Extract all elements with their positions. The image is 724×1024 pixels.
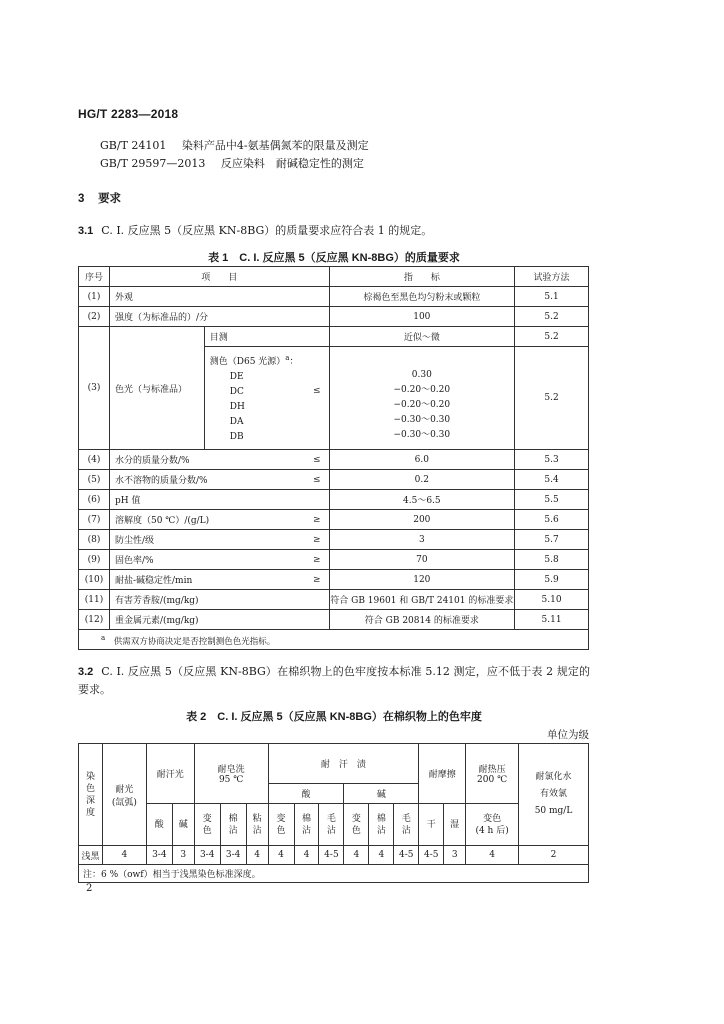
- table-row: [79, 570, 589, 590]
- row-method: 5.1: [515, 287, 589, 307]
- row-item: 耐盐-碱稳定性/min: [114, 576, 193, 586]
- row-item: 固色率/%: [114, 556, 154, 566]
- row-method: 5.9: [515, 570, 589, 590]
- row-no: (12): [79, 610, 110, 630]
- visual-spec: 近似～微: [329, 327, 515, 347]
- header-alkali: 碱: [344, 784, 419, 804]
- row-method: 5.6: [515, 510, 589, 530]
- footnote-mark: a: [285, 354, 290, 362]
- table-row: [79, 610, 589, 630]
- table-row: [79, 550, 589, 570]
- instrument-value: −0.20～0.20: [393, 384, 451, 395]
- row-value: 4-5: [419, 846, 444, 865]
- row-no: (1): [79, 287, 110, 307]
- row-spec: 6.0: [329, 450, 515, 470]
- table-2: [78, 743, 589, 883]
- paragraph-3-2: [78, 663, 590, 699]
- header-change-label: 变色: [202, 813, 212, 836]
- row-value: 4: [268, 846, 294, 865]
- table-row: [79, 510, 589, 530]
- table1-footnote-row: [79, 630, 589, 650]
- header-method: 试验方法: [515, 267, 589, 287]
- row-item-cell: [109, 550, 329, 570]
- table2-header-row-1: [79, 744, 589, 784]
- instrument-item: DE: [229, 372, 244, 382]
- row-spec: 3: [329, 530, 515, 550]
- row-method: 5.11: [515, 610, 589, 630]
- reference-code: GB/T 29597—2013: [100, 157, 206, 170]
- row-spec: 120: [329, 570, 515, 590]
- table-row: [79, 470, 589, 490]
- row-no: (7): [79, 510, 110, 530]
- paragraph-text: C. I. 反应黑 5（反应黑 KN-8BG）的质量要求应符合表 1 的规定。: [101, 224, 433, 237]
- table1-caption: 表 1 C. I. 反应黑 5（反应黑 KN-8BG）的质量要求: [208, 252, 460, 264]
- row-item-cell: [109, 530, 329, 550]
- table2-note: 注：6 %（owf）相当于浅黑染色标准深度。: [79, 865, 589, 883]
- header-heat-change-label: 变色: [483, 813, 502, 824]
- row-method: 5.3: [515, 450, 589, 470]
- table2-unit: 单位为级: [547, 729, 589, 741]
- row-no: (5): [79, 470, 110, 490]
- instrument-value: 0.30: [411, 369, 432, 380]
- operator-symbol: ≥: [312, 554, 321, 565]
- row-value: 4: [102, 846, 146, 865]
- row-spec: 符合 GB 20814 的标准要求: [329, 610, 515, 630]
- visual-method: 5.2: [515, 327, 589, 347]
- header-heat-temp: 200 ℃: [477, 775, 508, 785]
- row-spec: 符合 GB 19601 和 GB/T 24101 的标准要求: [329, 590, 515, 610]
- row-value: 2: [519, 846, 589, 865]
- row-value: 3-4: [194, 846, 220, 865]
- reference-1: [100, 137, 369, 153]
- row-value: 4: [466, 846, 519, 865]
- footnote-mark: a: [101, 632, 106, 642]
- header-chlorine-label: 耐氯化水: [535, 772, 572, 782]
- header-cotton-label: 棉沾: [228, 813, 238, 836]
- table1-footnote: [79, 630, 589, 650]
- header-chlorine: [519, 744, 589, 846]
- header-change: [344, 804, 369, 846]
- section-number: 3: [78, 193, 85, 205]
- row-no: (6): [79, 490, 110, 510]
- table-row: [79, 590, 589, 610]
- header-light: [102, 744, 146, 846]
- row-item: 强度（为标准品的）/分: [109, 307, 329, 327]
- header-heat-change-sub: (4 h 后): [475, 825, 509, 836]
- header-wool-label: 毛沾: [326, 813, 336, 836]
- header-acid-sub: 酸: [146, 804, 172, 846]
- row-method: 5.5: [515, 490, 589, 510]
- row-spec: 100: [329, 307, 515, 327]
- row-no: (8): [79, 530, 110, 550]
- instrument-item: DB: [229, 432, 244, 442]
- row-spec: 200: [329, 510, 515, 530]
- header-alkali-sub: 碱: [172, 804, 194, 846]
- table-row: [79, 307, 589, 327]
- instrument-values: [329, 347, 515, 450]
- table-row: [79, 846, 589, 865]
- row-value: 4: [294, 846, 319, 865]
- header-item: 项 目: [109, 267, 329, 287]
- row-item-cell: [109, 490, 329, 510]
- row-method: 5.2: [515, 307, 589, 327]
- row-method: 5.10: [515, 590, 589, 610]
- row-item: 溶解度（50 ℃）/(g/L): [114, 516, 210, 526]
- header-chlorine-sub: 有效氯: [540, 789, 568, 799]
- row-value: 4-5: [319, 846, 344, 865]
- paragraph-number: 3.1: [78, 225, 94, 237]
- reference-code: GB/T 24101: [100, 139, 167, 152]
- row-value: 3-4: [220, 846, 246, 865]
- visual-label: 目测: [204, 327, 329, 347]
- row-no: (2): [79, 307, 110, 327]
- row-value: 4: [246, 846, 268, 865]
- operator-symbol: ≥: [312, 534, 321, 545]
- row-item: 外观: [109, 287, 329, 307]
- row-value: 3-4: [146, 846, 172, 865]
- header-heat-change: [466, 804, 519, 846]
- row-spec: 0.2: [329, 470, 515, 490]
- table-row-shade-visual: [79, 327, 589, 347]
- row-item-cell: [109, 450, 329, 470]
- table2-header-row-3: [79, 804, 589, 846]
- header-no: 序号: [79, 267, 110, 287]
- row-value: 4-5: [394, 846, 419, 865]
- header-perspiration: 耐 汗 渍: [268, 744, 419, 784]
- row-item-cell: [109, 510, 329, 530]
- header-silk: [246, 804, 268, 846]
- header-wool: [394, 804, 419, 846]
- header-change: [268, 804, 294, 846]
- paragraph-3-1: [78, 222, 590, 240]
- reference-title: 反应染料 耐碱稳定性的测定: [220, 157, 364, 170]
- instrument-value: −0.30～0.30: [393, 429, 451, 440]
- header-cotton-label: 棉沾: [301, 813, 311, 836]
- reference-2: [100, 155, 364, 171]
- header-light-label: 耐光: [115, 784, 134, 795]
- row-no: (3): [79, 327, 110, 450]
- table-row: [79, 450, 589, 470]
- table-row: [79, 530, 589, 550]
- footnote-text: 供需双方协商决定是否控制测色色光指标。: [113, 636, 276, 647]
- table-row: [79, 490, 589, 510]
- row-item: 有害芳香胺/(mg/kg): [109, 590, 329, 610]
- row-value: 4: [369, 846, 394, 865]
- table-1: [78, 266, 589, 650]
- instrument-label: 测色（D65 光源）: [209, 357, 286, 367]
- header-soap: [194, 744, 268, 804]
- header-light-sub: (氙弧): [111, 797, 137, 808]
- header-dry: 干: [419, 804, 444, 846]
- header-soap-temp: 95 ℃: [218, 775, 244, 785]
- row-no: (9): [79, 550, 110, 570]
- row-depth: 浅黑: [79, 846, 103, 865]
- row-item: 重金属元素/(mg/kg): [109, 610, 329, 630]
- header-soap-label: 耐皂洗: [217, 765, 245, 775]
- row-spec: 4.5～6.5: [329, 490, 515, 510]
- row-item: 色光（与标准品）: [109, 327, 204, 450]
- document-header: HG/T 2283—2018: [78, 107, 179, 121]
- row-value: 3: [444, 846, 466, 865]
- row-no: (4): [79, 450, 110, 470]
- row-item: 水分的质量分数/%: [114, 456, 190, 466]
- header-silk-label: 粘沾: [252, 813, 262, 836]
- row-method: 5.8: [515, 550, 589, 570]
- header-heat-label: 耐热压: [478, 765, 506, 775]
- section-3-heading: [78, 190, 131, 206]
- header-change-label: 变色: [351, 813, 361, 836]
- row-item-cell: [109, 470, 329, 490]
- row-spec: 棕褐色至黑色均匀粉末或颗粒: [329, 287, 515, 307]
- table2-caption: 表 2 C. I. 反应黑 5（反应黑 KN-8BG）在棉织物上的色牢度: [186, 711, 482, 723]
- row-no: (11): [79, 590, 110, 610]
- row-no: (10): [79, 570, 110, 590]
- header-depth: [79, 744, 103, 846]
- header-cotton: [369, 804, 394, 846]
- header-chlorine-conc: 50 mg/L: [534, 806, 573, 816]
- operator-symbol: ≤: [312, 386, 321, 396]
- header-wool-label: 毛沾: [401, 813, 411, 836]
- paragraph-number: 3.2: [78, 666, 94, 678]
- row-item-cell: [109, 570, 329, 590]
- table2-note-row: [79, 865, 589, 883]
- instrument-method: 5.2: [515, 347, 589, 450]
- operator-symbol: ≤: [312, 474, 321, 485]
- instrument-value: −0.30～0.30: [393, 414, 451, 425]
- instrument-item: DH: [229, 402, 245, 412]
- header-heat: [466, 744, 519, 804]
- operator-symbol: ≥: [312, 574, 321, 585]
- header-spec: 指 标: [329, 267, 515, 287]
- row-spec: 70: [329, 550, 515, 570]
- header-light-perspiration: 耐汗光: [146, 744, 194, 804]
- row-method: 5.7: [515, 530, 589, 550]
- header-cotton: [294, 804, 319, 846]
- table-row: [79, 287, 589, 307]
- instrument-item: DA: [229, 417, 244, 427]
- instrument-cell: 测色（D65 光源）$^a$： DE DC DH DA DB ≤: [204, 347, 329, 450]
- header-cotton: [220, 804, 246, 846]
- header-change-label: 变色: [276, 813, 286, 836]
- header-wool: [319, 804, 344, 846]
- row-method: 5.4: [515, 470, 589, 490]
- paragraph-text: C. I. 反应黑 5（反应黑 KN-8BG）在棉织物上的色牢度按本标准 5.12 测定，应不低于表 2 规定的要求。: [78, 665, 590, 696]
- header-rubbing: 耐摩擦: [419, 744, 466, 804]
- operator-symbol: ≥: [312, 514, 321, 525]
- instrument-item: DC: [229, 387, 244, 397]
- table1-header-row: [79, 267, 589, 287]
- row-value: 3: [172, 846, 194, 865]
- section-title: 要求: [98, 193, 122, 205]
- row-item: 水不溶物的质量分数/%: [114, 476, 208, 486]
- header-cotton-label: 棉沾: [376, 813, 386, 836]
- header-change: [194, 804, 220, 846]
- reference-title: 染料产品中4-氨基偶氮苯的限量及测定: [181, 139, 369, 152]
- operator-symbol: ≤: [312, 454, 321, 465]
- row-value: 4: [344, 846, 369, 865]
- row-item: pH 值: [114, 496, 141, 506]
- instrument-value: −0.20～0.20: [393, 399, 451, 410]
- header-acid: 酸: [268, 784, 344, 804]
- row-item: 防尘性/级: [114, 536, 155, 546]
- page-number: 2: [86, 883, 93, 894]
- header-wet: 湿: [444, 804, 466, 846]
- header-depth-label: 染色深度: [85, 771, 95, 818]
